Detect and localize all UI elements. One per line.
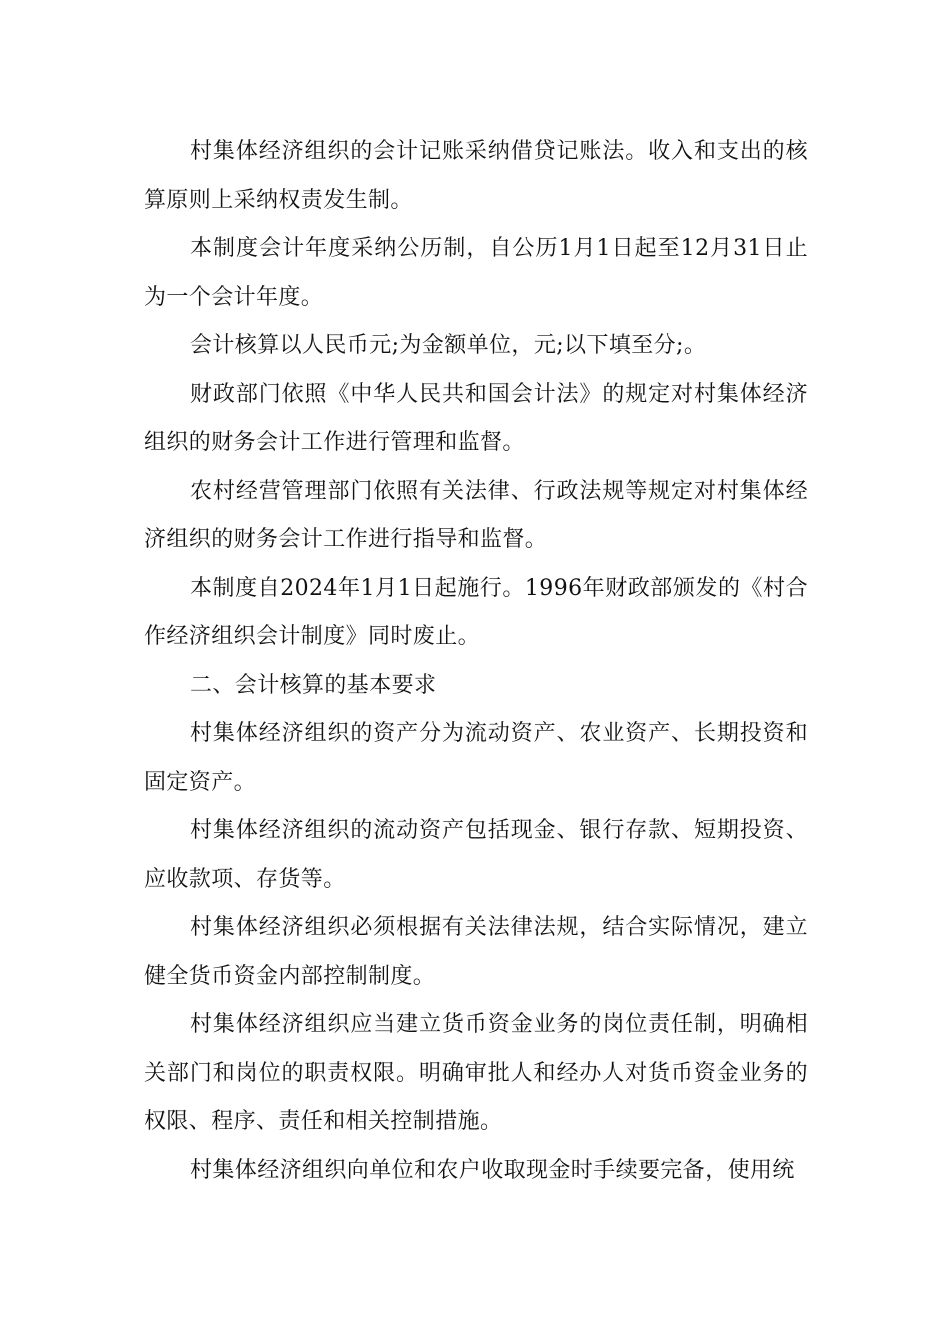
paragraph-asset-classes: 村集体经济组织的资产分为流动资产、农业资产、长期投资和固定资产。 [144,721,808,795]
paragraph-responsibility: 村集体经济组织应当建立货币资金业务的岗位责任制，明确相关部门和岗位的职责权限。明确审批人和经办人对货币资金业务的权限、程序、责任和相关控制措施。 [144,1012,808,1134]
paragraph-fiscal-year: 本制度会计年度采纳公历制，自公历1月1日起至12月31日止为一个会计年度。 [144,236,808,310]
paragraph-effective-date: 本制度自2024年1月1日起施行。1996年财政部颁发的《村合作经济组织会计制度》同时废止。 [144,575,808,649]
paragraph-internal-control: 村集体经济组织必须根据有关法律法规，结合实际情况，建立健全货币资金内部控制制度。 [144,915,808,989]
paragraph-currency-unit: 会计核算以人民币元;为金额单位，元;以下填至分;。 [190,333,707,358]
paragraph-rural-guidance: 农村经营管理部门依照有关法律、行政法规等规定对村集体经济组织的财务会计工作进行指导和监督。 [144,478,808,552]
document-body [144,128,808,1195]
paragraph-accounting-method: 村集体经济组织的会计记账采纳借贷记账法。收入和支出的核算原则上采纳权责发生制。 [144,139,808,213]
section-heading: 二、会计核算的基本要求 [190,672,437,698]
paragraph-current-assets: 村集体经济组织的流动资产包括现金、银行存款、短期投资、应收款项、存货等。 [144,818,808,892]
paragraph-cash-collection: 村集体经济组织向单位和农户收取现金时手续要完备，使用统 [190,1157,795,1183]
paragraph-finance-supervision: 财政部门依照《中华人民共和国会计法》的规定对村集体经济组织的财务会计工作进行管理和监督。 [144,381,808,455]
